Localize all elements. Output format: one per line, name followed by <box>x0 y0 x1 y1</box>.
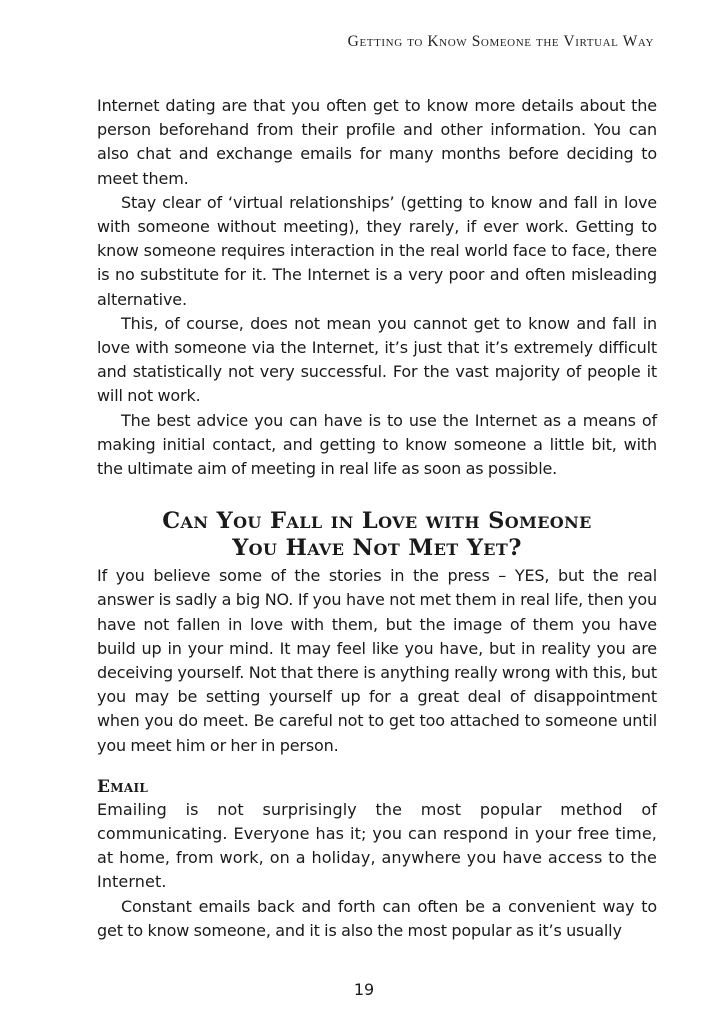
page-content <box>97 94 657 943</box>
body-paragraph: Stay clear of ‘virtual relationships’ (getting to know and fall in love with someone without meeting), they rarely, if ever work. Getting to know someone requires interaction in the real world face to face, there is no substitute for it. The Internet is a very poor and often misleading alternative. <box>97 192 657 309</box>
body-paragraph: The best advice you can have is to use the Internet as a means of making initial contact, and getting to know someone a little bit, with the ultimate aim of meeting in real life as soon as possible. <box>97 410 657 479</box>
section-heading-line: You Have Not Met Yet? <box>232 535 522 562</box>
subsection-heading: Email <box>97 776 149 797</box>
body-paragraph: Constant emails back and forth can often be a convenient way to get to know someone, and it is also the most popular as it’s usually <box>97 896 657 940</box>
section-heading-line: Can You Fall in Love with Someone <box>162 508 592 535</box>
section-heading <box>97 508 657 562</box>
page-number: 19 <box>353 980 375 999</box>
body-paragraph: Emailing is not surprisingly the most popular method of communicating. Everyone has it; you can respond in your free time, at home, from work, on a holiday, anywhere you have access to the Internet. <box>97 799 657 892</box>
body-paragraph: If you believe some of the stories in the press – YES, but the real answer is sadly a big NO. If you have not met them in real life, then you have not fallen in love with them, but the image of them you have build up in your mind. It may feel like you have, but in reality you are deceiving yourself. Not that there is anything really wrong with this, but you may be setting yourself up for a great deal of disappointment when you do meet. Be careful not to get too attached to someone until you meet him or her in person. <box>97 566 657 755</box>
body-paragraph: Internet dating are that you often get to know more details about the person beforehand from their profile and other information. You can also chat and exchange emails for many months before deciding to meet them. <box>97 96 657 188</box>
running-head: Getting to Know Someone the Virtual Way <box>347 33 654 50</box>
body-paragraph: This, of course, does not mean you cannot get to know and fall in love with someone via the Internet, it’s just that it’s extremely difficult and statistically not very successful. For the vast majority of people it will not work. <box>97 313 657 406</box>
